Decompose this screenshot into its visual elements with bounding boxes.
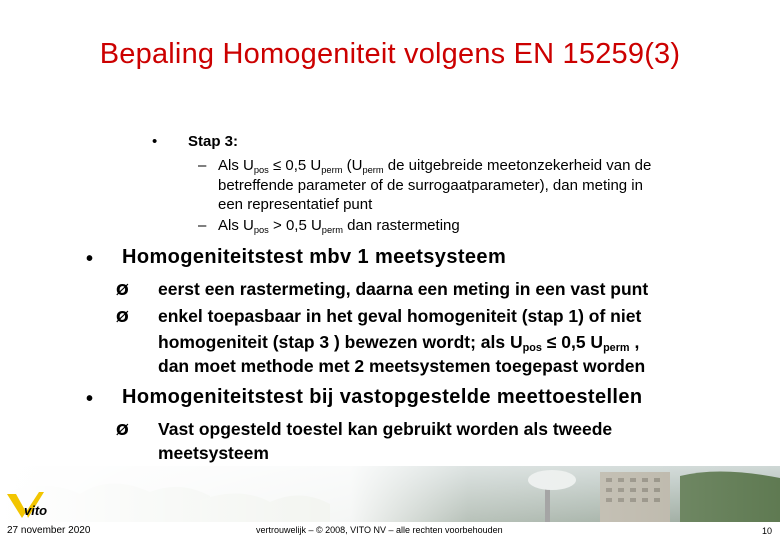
- section1-heading: Homogeniteitstest mbv 1 meetsysteem: [122, 246, 507, 268]
- section2-item1-line1: Vast opgesteld toestel kan gebruikt worden als tweede: [158, 419, 613, 439]
- footer-copyright: vertrouwelijk – © 2008, VITO NV – alle rechten voorbehouden: [256, 525, 503, 535]
- bullet-section2: •: [86, 388, 94, 410]
- page-number: 10: [762, 526, 773, 536]
- arrow-icon: Ø: [116, 421, 129, 439]
- svg-text:vito: vito: [24, 503, 48, 518]
- stap3-sub1-line2: betreffende parameter of de surrogaatparameter), dan meting in: [218, 177, 643, 194]
- section1-item2-line2: homogeniteit (stap 3 ) bewezen wordt; als $U_{pos} \le 0,5$ $U_{perm}$ ,: [158, 332, 640, 354]
- footer-date: 27 november 2020: [7, 525, 91, 536]
- stap3-sub1-line3: een representatief punt: [218, 196, 373, 213]
- slide-title: Bepaling Homogeniteit volgens EN 15259(3): [99, 38, 681, 70]
- stap3-sub2: Als $U_{pos} > 0,5$ $U_{perm}$ dan rastermeting: [218, 217, 460, 235]
- footer-banner-image: [0, 466, 780, 522]
- section1-item1: eerst een rastermeting, daarna een meting in een vast punt: [158, 279, 649, 299]
- arrow-icon: Ø: [116, 281, 129, 299]
- section2-item1-line2: meetsysteem: [158, 443, 269, 463]
- bullet-stap3: •: [152, 133, 158, 150]
- stap3-heading: Stap 3:: [188, 133, 239, 150]
- dash-1: –: [198, 157, 207, 174]
- section2-heading: Homogeniteitstest bij vastopgestelde meettoestellen: [122, 386, 643, 408]
- dash-2: –: [198, 217, 207, 234]
- arrow-icon: Ø: [116, 308, 129, 326]
- section1-item2-line3: dan moet methode met 2 meetsystemen toegepast worden: [158, 356, 646, 376]
- section1-item2-line1: enkel toepasbaar in het geval homogeniteit (stap 1) of niet: [158, 306, 642, 326]
- stap3-sub1-line1: Als $U_{pos} \le 0,5$ $U_{perm}$ ($U_{perm}$ de uitgebreide meetonzekerheid van de: [218, 157, 652, 175]
- vito-logo: [4, 488, 54, 522]
- bullet-section1: •: [86, 248, 94, 270]
